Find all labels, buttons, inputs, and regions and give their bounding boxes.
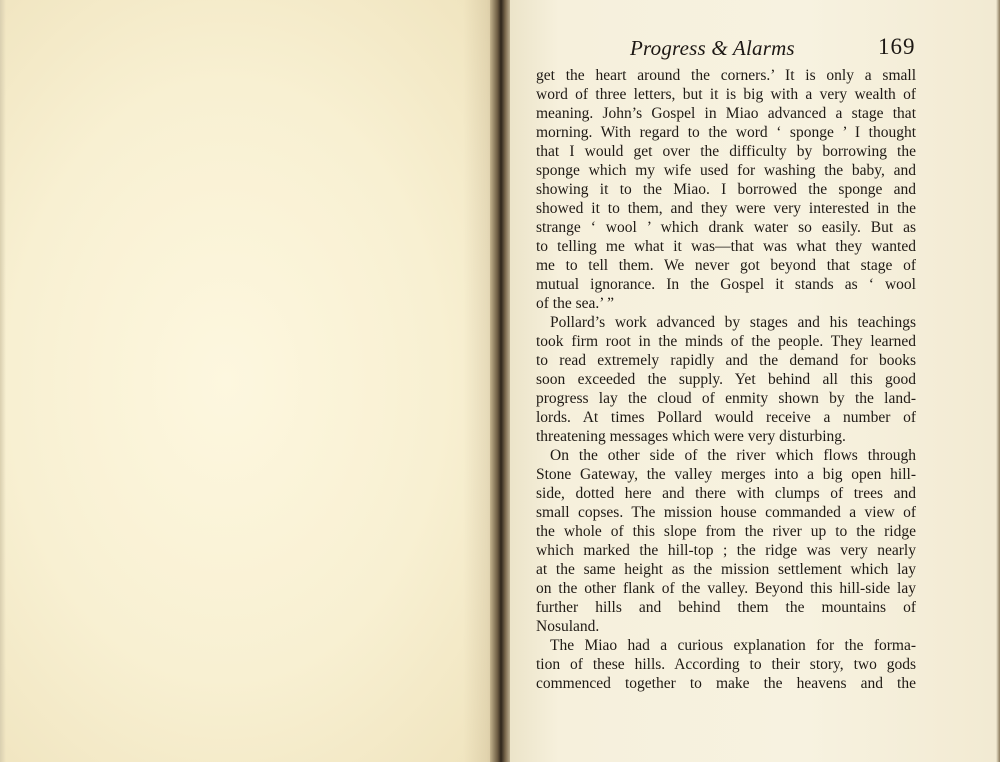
text-line: lords. At times Pollard would receive a number of <box>536 409 916 426</box>
text-line: took firm root in the minds of the people. They learned <box>536 333 916 350</box>
text-line: further hills and behind them the mountains of <box>536 599 916 616</box>
text-line: get the heart around the corners.’ It is only a small <box>536 67 916 84</box>
text-line: Nosuland. <box>536 618 600 635</box>
text-line: which marked the hill-top ; the ridge was very nearly <box>536 542 916 559</box>
running-head <box>510 36 1000 66</box>
left-page-edge <box>0 0 6 762</box>
text-line: commenced together to make the heavens and the <box>536 675 916 692</box>
text-line: The Miao had a curious explanation for the forma- <box>550 637 916 654</box>
text-line: at the same height as the mission settlement which lay <box>536 561 916 578</box>
text-line: word of three letters, but it is big with a very wealth of <box>536 86 916 103</box>
text-line: meaning. John’s Gospel in Miao advanced a stage that <box>536 105 916 122</box>
text-line: me to tell them. We never got beyond that stage of <box>536 257 916 274</box>
body-text <box>536 66 916 693</box>
text-line: side, dotted here and there with clumps of trees and <box>536 485 916 502</box>
text-line: the whole of this slope from the river up to the ridge <box>536 523 916 540</box>
page-number: 169 <box>878 34 916 59</box>
text-line: to read extremely rapidly and the demand for books <box>536 352 916 369</box>
text-line: morning. With regard to the word ‘ sponge ’ I thought <box>536 124 916 141</box>
text-line: mutual ignorance. In the Gospel it stands as ‘ wool <box>536 276 916 293</box>
text-line: of the sea.’ ” <box>536 295 615 312</box>
text-line: threatening messages which were very disturbing. <box>536 428 846 445</box>
text-line: soon exceeded the supply. Yet behind all this good <box>536 371 916 388</box>
text-line: sponge which my wife used for washing the baby, and <box>536 162 916 179</box>
right-page <box>510 0 1000 762</box>
text-line: tion of these hills. According to their story, two gods <box>536 656 916 673</box>
text-line: showing it to the Miao. I borrowed the sponge and <box>536 181 916 198</box>
text-line: Stone Gateway, the valley merges into a big open hill- <box>536 466 916 483</box>
text-line: small copses. The mission house commanded a view of <box>536 504 916 521</box>
text-line: strange ‘ wool ’ which drank water so easily. But as <box>536 219 916 236</box>
text-line: to telling me what it was—that was what they wanted <box>536 238 916 255</box>
text-line: progress lay the cloud of enmity shown by the land- <box>536 390 916 407</box>
text-line: on the other flank of the valley. Beyond this hill-side lay <box>536 580 916 597</box>
text-line: On the other side of the river which flows through <box>550 447 916 464</box>
text-line: Pollard’s work advanced by stages and his teachings <box>550 314 916 331</box>
text-line: that I would get over the difficulty by borrowing the <box>536 143 916 160</box>
book-gutter <box>490 0 512 762</box>
text-line: showed it to them, and they were very interested in the <box>536 200 916 217</box>
running-head-title: Progress & Alarms <box>630 36 795 60</box>
right-page-edge <box>996 0 1000 762</box>
